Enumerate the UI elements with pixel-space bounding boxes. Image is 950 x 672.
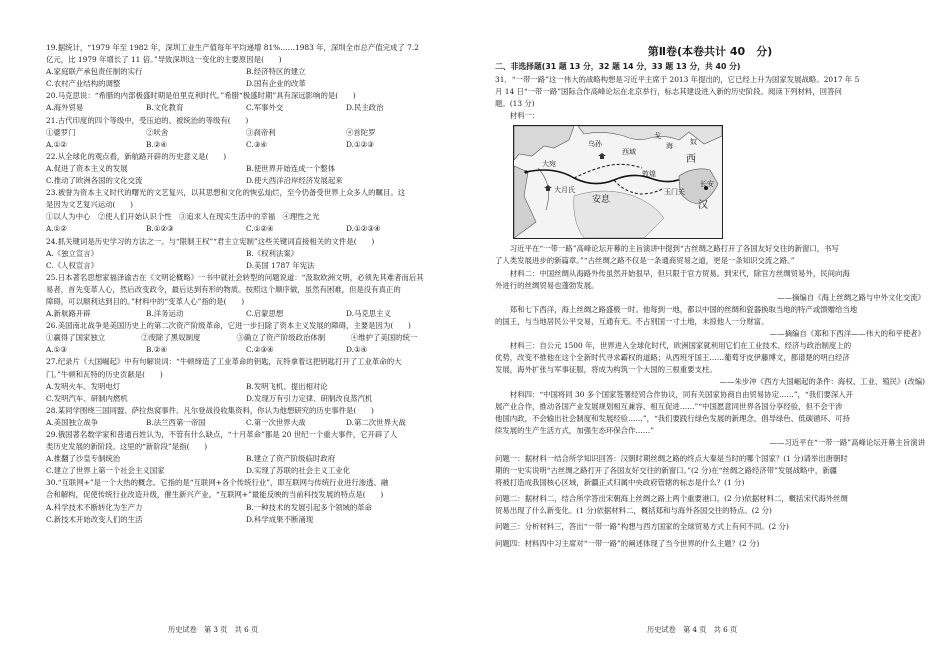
material4-source: ——习近平在“一带一路”高峰论坛开幕主旨演讲 [769, 437, 925, 447]
q30-options-row1 [46, 502, 446, 514]
q24-option-a: A.《独立宣言》 [46, 248, 99, 258]
q27-options-row1 [46, 381, 446, 393]
silk-road-route-south [614, 180, 664, 194]
q24-stem: 24.抓关键词是历史学习的方法之一。与“限制王权”“君主立宪制”这些关键词直接相关的文件是( ) [46, 236, 375, 246]
q21-item-2: ②吠舍 [146, 127, 169, 137]
q19-options-row2 [46, 78, 446, 90]
q22-option-b: B.使世界开始连成一个整体 [246, 163, 336, 173]
q23-items: ①以人为中心 ②使人们开始认识个性 ③追求人在现实生活中的幸福 ④理性之光 [46, 212, 320, 222]
q21-item-4: ④首陀罗 [346, 127, 376, 137]
q28-option-c: C.第一次世界大战 [246, 417, 306, 427]
question1-line1: 问题一：据材料一结合所学知识回答：汉朝时期丝绸之路的终点大秦是当时的哪个国家？(1 分)请举出唐朝时 [495, 453, 848, 463]
q23-stem-line2: 是因为文艺复兴运动( ) [46, 200, 134, 210]
q29-options-row2 [46, 465, 446, 477]
q28-options [46, 417, 446, 429]
q30-stem-line1: 30.“互联网+”是一个大热的概念。它指的是“互联网+各个传统行业”，即互联网与传统行业进行渗透、融 [46, 478, 389, 488]
q22-option-d: D.使大西洋沿岸经济发展起来 [246, 176, 343, 186]
q29-option-b: B.建立了资产阶级临时政府 [246, 454, 336, 464]
q31-stem-line2: 月 14 日“一带一路”国际合作高峰论坛在北京举行，标志其建设进入新的历史阶段。阅读下列材料，回答问 [495, 87, 842, 97]
material2b-line1: 郑和七下西洋，海上丝绸之路盛极一时。他每到一地，都以中国的丝绸和瓷器换取当地的特产或馈赠给当地 [509, 304, 858, 314]
left-page-footer: 历史试卷 第 3 页 共 6 页 [168, 625, 259, 634]
q31-stem-line3: 题。(13 分) [495, 99, 535, 109]
q29-option-a: A.推翻了沙皇专制统治 [46, 454, 121, 464]
left-question-block [46, 42, 446, 526]
question3: 问题三：分析材料三，答出“一带一路”构想与西方国家的全球贸易方式上有何不同。(2 分) [495, 522, 789, 532]
material4-line1: 材料四：“中国将同 30 多个国家签署经贸合作协议，同有关国家协商自由贸易协定……”，“我们要深入开 [509, 389, 854, 399]
q24-options-row2 [46, 260, 446, 272]
q26-items [46, 332, 446, 344]
q19-option-a: A.家庭联产承包责任制的实行 [46, 67, 143, 77]
q22-option-c: C.推动了欧洲各国的文化交流 [46, 176, 143, 186]
q25-option-b: B.洋务运动 [146, 309, 184, 319]
q24-option-b: B.《权利法案》 [246, 248, 299, 258]
material4-line3: 他国内政，不会输出社会制度和发展经验……”，“我们要践行绿色发展的新理念，倡导绿色、低碳循环、可持 [495, 413, 850, 423]
right-page [475, 0, 950, 672]
west-end-marker-icon [524, 171, 527, 174]
q27-option-d: D.发现万有引力定律、研制改良蒸汽机 [246, 393, 373, 403]
material4-line2: 展产业合作，推动各国产业发展规划相互兼容、相互促进……”“中国愿意同世界各国分享经验，但不会干涉 [495, 401, 843, 411]
q25-stem-line2: 易者，首先变革人心，然后改变政令，最后达到有形的物质。按照这个顺序做，虽然有困难，但是没有真正的 [46, 284, 401, 294]
question4: 问题四：材料四中习主席对“一带一路”的阐述体现了当今世界的什么主题？(2 分) [495, 538, 760, 548]
question1-line2: 期的一史实说明“古丝绸之路打开了各国友好交往的新窗口。”(2 分)在“丝绸之路经济带”发展战略中，新疆 [495, 466, 838, 476]
q26-option-c: C.②③④ [246, 345, 274, 355]
q20-option-d: D.民主政治 [346, 103, 384, 113]
material2b-line2: 的国王，与当地居民公平交易，互通有无。不占别国一寸土地，未掠他人一分财富。 [495, 316, 769, 326]
q28-option-d: D.第二次世界大战 [346, 417, 406, 427]
camel-icon [598, 153, 606, 159]
q20-options [46, 102, 446, 114]
q26-option-b: B.②④ [146, 345, 168, 355]
q19-stem-line2: 亿元，比 1979 年增长了 11 倍。”导致深圳这一变化的主要原因是( ) [46, 55, 282, 65]
q31-stem-line1: 31．“一带一路”这一伟大的战略构想是习近平主席于 2013 年提出的，它已经上升为国家发展战略。2017 年 5 [495, 75, 860, 84]
q25-options [46, 308, 446, 320]
q28-stem: 28.某同学围绕三国同盟、萨拉热窝事件、凡尔登战役收集资料，你认为他想研究的历史事件是( ) [46, 405, 374, 415]
map-label-gobi: 戈 [654, 132, 661, 141]
q26-item-3: ③确立了资产阶级政治体制 [236, 333, 326, 343]
q26-item-2: ②废除了黑奴制度 [141, 333, 201, 343]
map-label-dawan: 大宛 [542, 160, 556, 169]
q27-stem-line1: 27.纪录片《大国崛起》中有句解说词：“牛顿缔造了工业革命的钥匙，瓦特拿着这把钥匙打开了工业革命的大 [46, 357, 402, 367]
q22-options-row1 [46, 163, 446, 175]
q30-option-a: A.科学技术不断转化为生产力 [46, 502, 143, 512]
map-label-xi: 西 [686, 154, 696, 166]
question2-line2: 贸易出现了什么新变化。(1 分)依据材料二，概括郑和与海外各国交往的特点。(2 分) [495, 506, 772, 516]
material3-line1: 材料三：自公元 1500 年，世界进入全球化时代，欧洲国家就利用它们在工业技术、经济与政治制度上的 [509, 341, 852, 351]
map-label-nu: 奴 [690, 138, 697, 147]
q26-option-a: A.①③ [46, 345, 67, 355]
q20-stem: 20.马克思说：“希腊的内部极盛时期是伯里克利时代。”希腊“极盛时期”具有深远影响的是( ) [46, 91, 356, 101]
map-label-dunhuang: 敦煌 [642, 170, 656, 179]
q21-stem: 21.古代印度的四个等级中，受压迫的、被统治的等级有( ) [46, 115, 249, 125]
q29-options-row1 [46, 453, 446, 465]
question2-line1: 问题二：据材料二，结合所学答出宋朝海上丝绸之路上两个重要港口。(2 分)依据材料二，概括宋代海外丝绸 [495, 494, 848, 504]
q22-options-row2 [46, 175, 446, 187]
material1-label: 材料一： [509, 111, 540, 121]
q21-option-d: D.①②③ [346, 139, 374, 149]
q30-stem-line2: 合和解构，促使传统行业改造升级，催生新兴产业。“互联网+”最能反映的当前科技发展的特点是( ) [46, 490, 384, 500]
q20-option-a: A.海外贸易 [46, 103, 84, 113]
q30-options-row2 [46, 514, 446, 526]
q25-option-d: D.马克思主义 [346, 309, 391, 319]
q21-option-a: A.①② [46, 139, 67, 149]
q30-option-d: D.科学成果不断涌现 [246, 514, 314, 524]
q29-stem-line1: 29.俄国著名数学家和普通百姓认为，不管有什么缺点，“十月革命”都是 20 世纪一个重大事件，它开辟了人 [46, 430, 398, 439]
caravan-icon [544, 185, 552, 191]
q21-item-1: ①婆罗门 [46, 127, 76, 137]
q23-option-a: A.①② [46, 224, 67, 234]
silk-road-map [513, 125, 723, 239]
q19-option-b: B.经济特区的建立 [246, 67, 306, 77]
q21-items [46, 127, 446, 139]
q30-option-c: C.新技术开始改变人们的生活 [46, 514, 143, 524]
q29-stem-line2: 类历史发展的新阶段。这里的“新阶段”是指( ) [46, 442, 208, 452]
q27-option-a: A.发明火车、发明电灯 [46, 381, 121, 391]
map-region-plateau [574, 191, 664, 238]
q26-stem: 26.美国南北战争是美国历史上的第二次资产阶级革命，它进一步扫除了资本主义发展的障碍，主要是因为( ) [46, 321, 411, 331]
material1-text-line2: 了人类发展进步的新篇章。”“古丝绸之路不仅是一条通商贸易之道，更是一条知识交流之路。” [495, 256, 795, 266]
section-title: 第Ⅱ卷(本卷共计 40 分) [647, 45, 773, 58]
right-content-block [495, 44, 925, 550]
q21-options [46, 139, 446, 151]
material1-text-line1: 习近平在“一带一路”高峰论坛开幕的主旨演讲中提到“古丝绸之路打开了各国友好交往的新窗口，书写 [509, 244, 839, 254]
q23-options [46, 223, 446, 235]
q23-option-d: D.①②③④ [346, 224, 381, 234]
q21-item-3: ③刹帝利 [246, 127, 276, 137]
q25-stem-line1: 25.日本著名思想家福泽谕吉在《文明论概略》一书中就社会转型的问题说道：“汲取欧洲文明，必须先其难者而后其 [46, 272, 424, 282]
material3-line2: 优势，改变不推他在这个全新时代寻求霸权的道路；从西班牙国王……葡萄牙皮伊藤博文，都谱楚的明白经济 [495, 353, 850, 363]
q27-options-row2 [46, 393, 446, 405]
map-label-xiyu: 西域 [622, 148, 636, 157]
q30-option-b: B.一种技术的发展引起多个领域的革命 [246, 502, 373, 512]
q26-options [46, 344, 446, 356]
material2-source: ——摘编自《海上丝绸之路与中外文化交流》 [777, 292, 925, 302]
map-label-dayuezhi: 大月氏 [554, 186, 575, 195]
q26-item-4: ④维护了美国的统一 [350, 333, 418, 343]
q23-stem-line1: 23.被誉为资本主义时代的曙光的文艺复兴，以其思想和文化的恢弘灿烂，至今仍备受世界上众多人的瞩目。这 [46, 188, 406, 198]
q29-option-c: C.建立了世界上第一个社会主义国家 [46, 466, 165, 476]
material3-source: ——朱步冲《西方大国崛起的条件：海权、工业、殖民》(改编) [719, 377, 925, 387]
q24-options-row1 [46, 248, 446, 260]
map-label-wusun: 乌孙 [588, 140, 602, 149]
q19-option-d: D.国有企业的改革 [246, 79, 306, 89]
map-label-hai: 海 [666, 142, 673, 151]
map-region-northwest [514, 126, 574, 160]
q25-stem-line3: 障碍，可以顺利达到目的。”材料中的“变革人心”指的是( ) [46, 296, 245, 306]
material2-line2: 外进行的丝绸贸易也蓬勃发展。 [495, 280, 599, 290]
q22-stem: 22.从全球化的观点看，新航路开辟的历史意义是( ) [46, 151, 227, 161]
section-subtitle: 二、非选择题(31 题 13 分，32 题 14 分，33 题 13 分，共 40 分) [495, 62, 741, 71]
q19-stem-line1: 19.据统计，“1979 年至 1982 年，深圳工业生产值每年平均递增 81%……1983 年，深圳全市总产值完成了 7.2 [46, 43, 419, 52]
map-label-anxi: 安息 [592, 195, 611, 206]
q28-option-b: B.法兰西第一帝国 [146, 417, 206, 427]
q26-option-d: D.①④ [346, 345, 368, 355]
q23-option-c: C.①②④ [246, 224, 274, 234]
q29-option-d: D.实现了苏联的社会主义工业化 [246, 466, 351, 476]
q25-option-c: C.启蒙思想 [246, 309, 284, 319]
material2-line1: 材料二：中国丝绸从海路外传虽然开始很早，但只限于官方贸易。到宋代，除官方丝绸贸易外，民间向海 [509, 268, 850, 278]
q20-option-b: B.文化教育 [146, 103, 184, 113]
right-page-footer: 历史试卷 第 4 页 共 6 页 [647, 625, 738, 634]
q21-option-b: B.②④ [146, 139, 168, 149]
q19-option-c: C.农村产业结构的调整 [46, 79, 121, 89]
q24-option-c: C.《人权宣言》 [46, 260, 99, 270]
q24-option-d: D.美国 1787 年宪法 [246, 260, 315, 270]
q26-item-1: ①赢得了国家独立 [46, 333, 106, 343]
material2b-source: ——摘编自《郑和下西洋——伟大的和平使者》 [769, 329, 925, 339]
q28-option-a: A.美国独立战争 [46, 417, 99, 427]
map-region-southwest [514, 166, 536, 238]
map-label-yumen: 玉门关 [664, 188, 685, 197]
material3-line3: 发展，海外扩张与军事征服，将成为构筑一个大国的三根重要支柱。 [495, 365, 717, 375]
q25-option-a: A.新航路开辟 [46, 309, 91, 319]
material4-line4: 续发展的生产生活方式，加强生态环保合作……” [495, 425, 654, 435]
q27-option-c: C.发明汽车、研制内燃机 [46, 393, 128, 403]
q21-option-c: C.③④ [246, 139, 267, 149]
q27-stem-line2: 门。”牛顿和瓦特的历史贡献是( ) [46, 369, 163, 379]
q22-option-a: A.促进了资本主义的发展 [46, 163, 128, 173]
q27-option-b: B.发明飞机、提出相对论 [246, 381, 328, 391]
map-label-han: 汉 [698, 200, 708, 212]
q23-option-b: B.①②③ [146, 224, 174, 234]
question1-line3: 将被打造成我国核心区域，新疆正式归属中央政府管辖的标志是什么？(1 分) [495, 478, 745, 488]
q20-option-c: C.军事外交 [246, 103, 284, 113]
q19-options-row1 [46, 66, 446, 78]
map-label-changan: 长安 [700, 180, 714, 189]
